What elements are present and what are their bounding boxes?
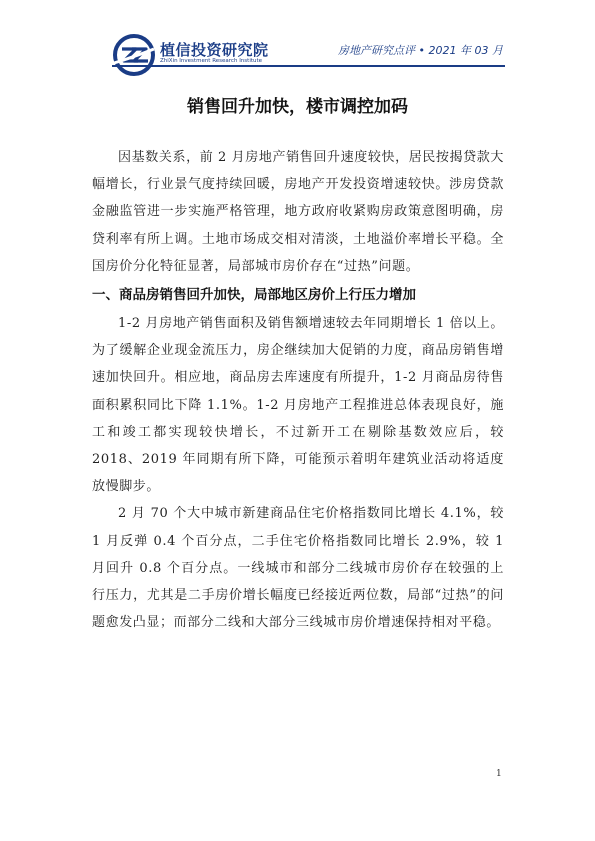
header-divider [112,65,505,67]
brand-name-en: ZhiXin Investment Research Institute [160,58,263,64]
section-heading: 一、商品房销售回升加快，局部地区房价上行压力增加 [92,287,416,304]
zhixin-logo-icon [112,33,156,77]
brand-name-cn: 植信投资研究院 [160,41,269,59]
page-number: 1 [496,769,502,779]
body-paragraph: 1-2 月房地产销售面积及销售额增速较去年同期增长 1 倍以上。为了缓解企业现金流压力，房企继续加大促销的力度，商品房销售增速加快回升。相应地，商品房去库速度有所提升，1-2 月商品房待售面积累积同比下降 1.1%。1-2 月房地产工程推进总体表现良好，施工和竣工都实现较快增长，不过新开工在剔除基数效应后，较 2018、2019 年同期有所下降，可能预示着明年建筑业活动将适度放慢脚步。 [92,316,504,495]
document-title: 销售回升加快，楼市调控加码 [187,97,408,117]
page-header [0,0,595,80]
document-body [92,144,504,636]
report-series: 房地产研究点评 • 2021 年 03 月 [338,44,503,57]
body-paragraph: 2 月 70 个大中城市新建商品住宅价格指数同比增长 4.1%，较 1 月反弹 0.4 个百分点，二手住宅价格指数同比增长 2.9%，较 1 月回升 0.8 个百分点。一线城市和部分二线城市房价存在较强的上行压力，尤其是二手房价增长幅度已经接近两位数，局部“过热”的问题愈发凸显；而部分二线和大部分三线城市房价增速保持相对平稳。 [92,506,504,631]
intro-paragraph: 因基数关系，前 2 月房地产销售回升速度较快，居民按揭贷款大幅增长，行业景气度持续回暖，房地产开发投资增速较快。涉房贷款金融监管进一步实施严格管理，地方政府收紧购房政策意图明确，房贷利率有所上调。土地市场成交相对清淡，土地溢价率增长平稳。全国房价分化特征显著，局部城市房价存在“过热”问题。 [92,150,504,274]
